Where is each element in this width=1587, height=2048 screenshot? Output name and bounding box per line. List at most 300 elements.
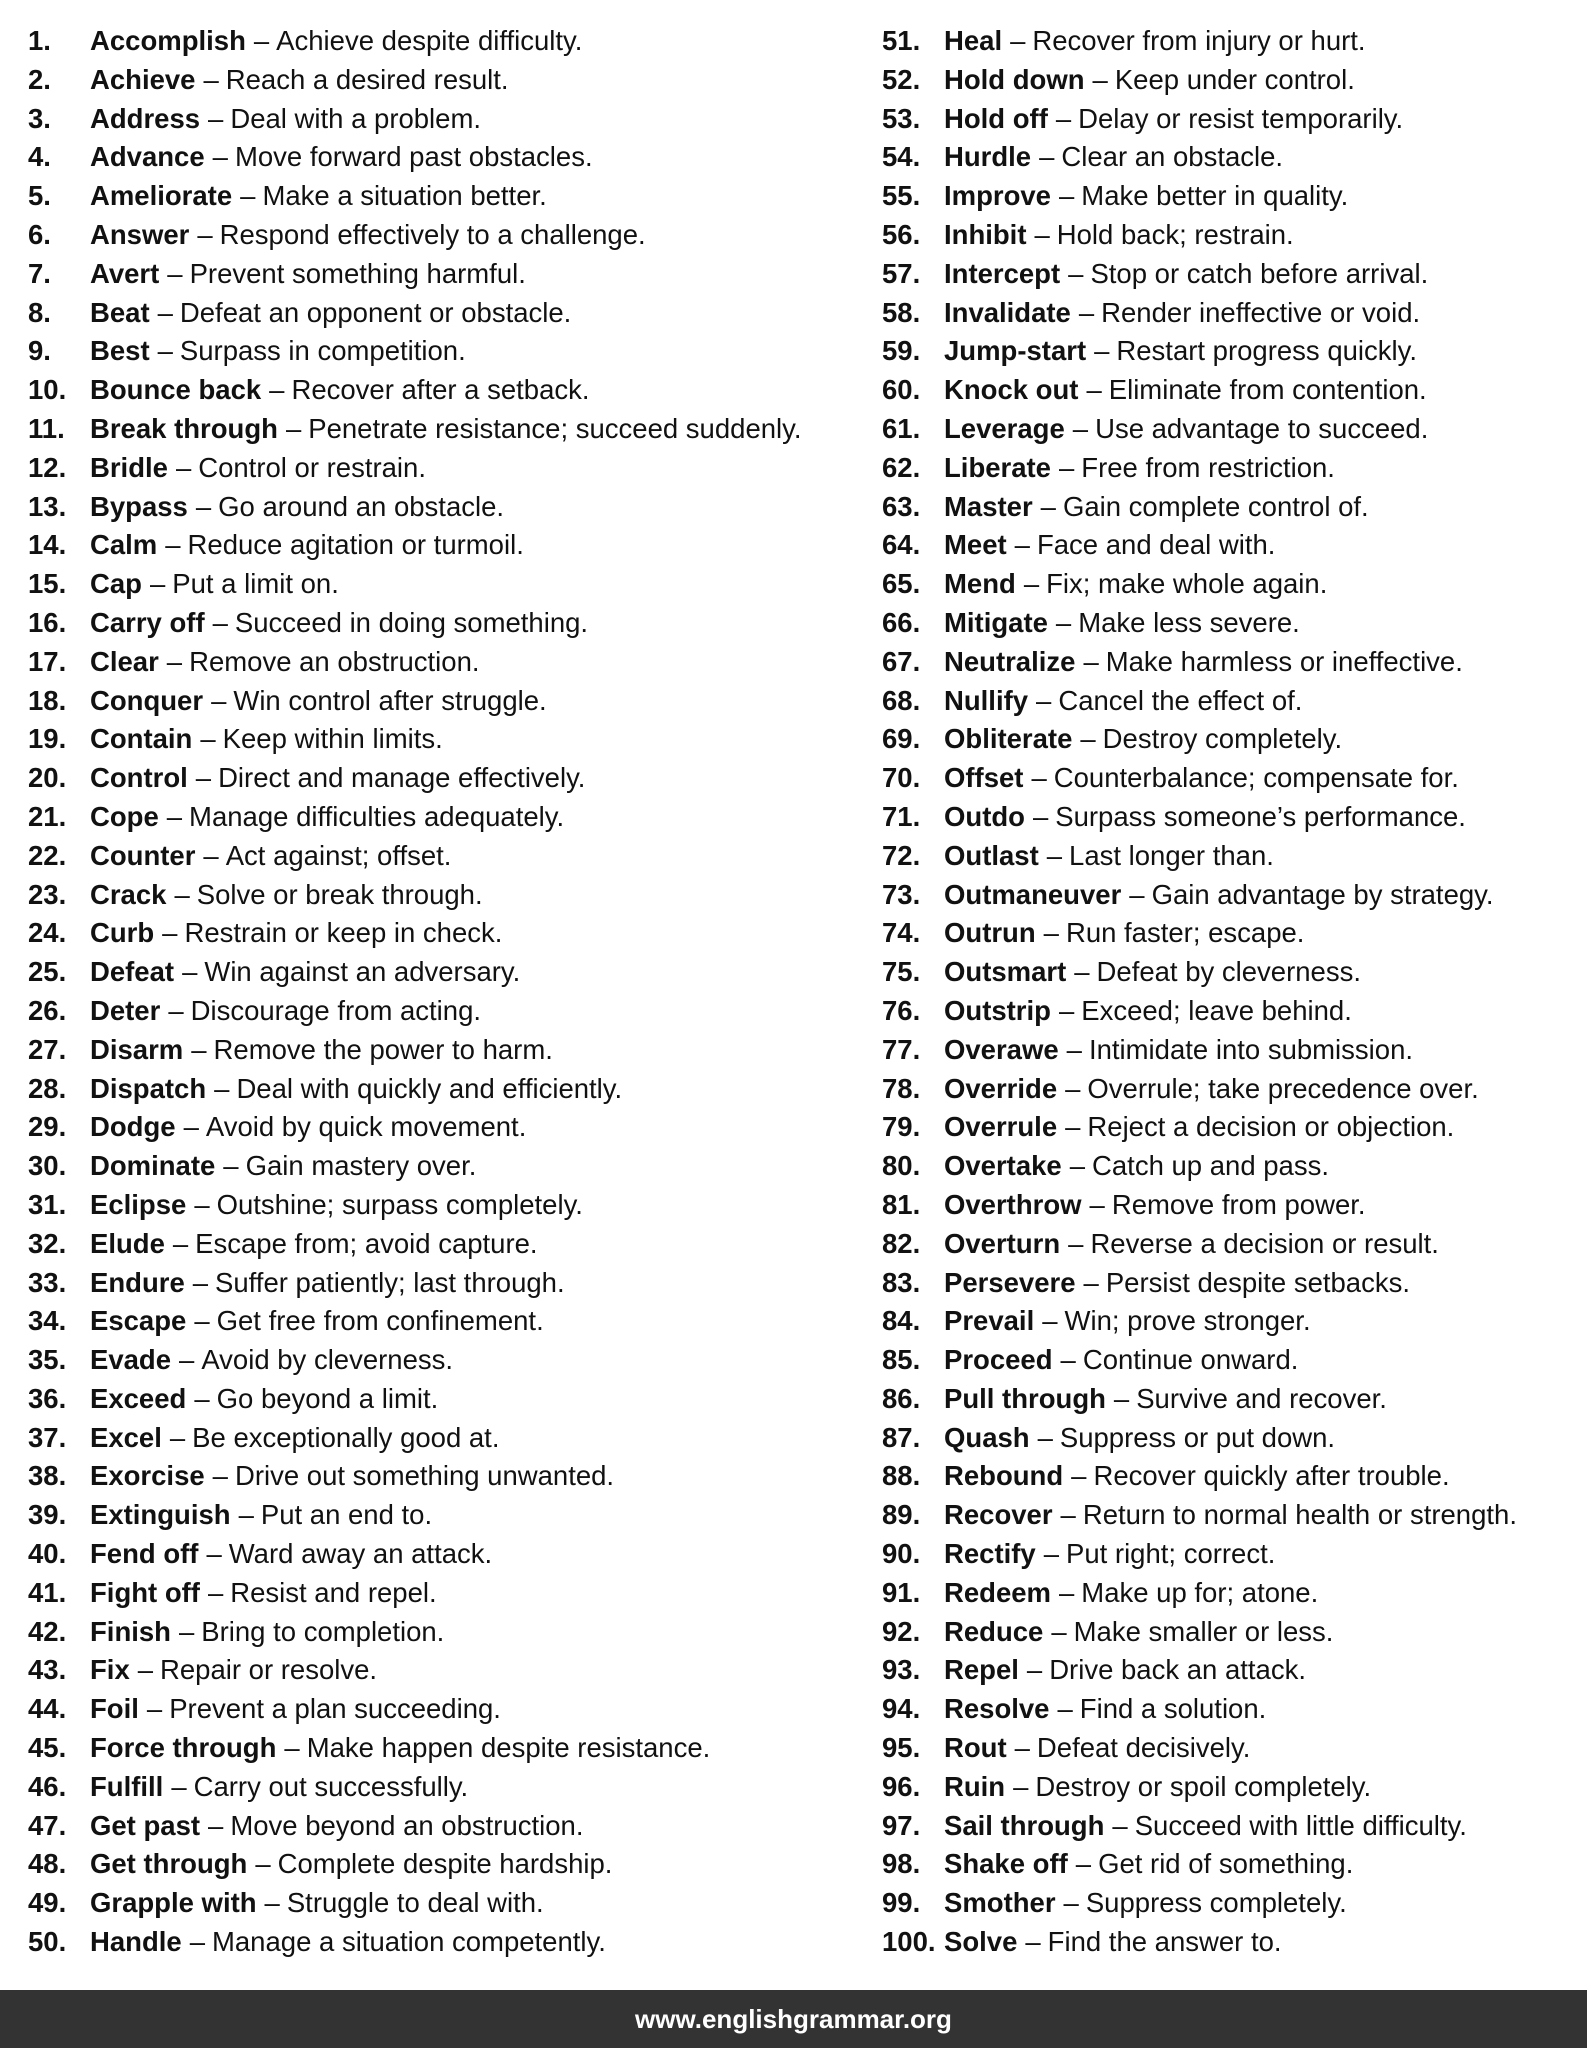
entry-number: 33. bbox=[28, 1266, 67, 1298]
entry-term: Conquer bbox=[90, 684, 204, 716]
list-item bbox=[28, 410, 858, 449]
entry-term: Crack bbox=[90, 878, 167, 910]
entry-term: Counter bbox=[90, 839, 196, 871]
entry-number: 29. bbox=[28, 1111, 67, 1143]
entry-term: Reduce bbox=[944, 1615, 1044, 1647]
entry-separator: – bbox=[203, 839, 219, 871]
entry-term: Neutralize bbox=[944, 645, 1076, 677]
entry-number: 90. bbox=[882, 1538, 921, 1570]
entry-separator: – bbox=[206, 1538, 222, 1570]
entry-term: Bounce back bbox=[90, 374, 262, 406]
list-item bbox=[882, 1807, 1572, 1846]
entry-definition: Deal with a problem. bbox=[230, 102, 482, 134]
entry-separator: – bbox=[171, 1770, 187, 1802]
list-item bbox=[882, 837, 1572, 876]
entry-separator: – bbox=[189, 1926, 205, 1958]
entry-number: 39. bbox=[28, 1499, 67, 1531]
list-item bbox=[28, 332, 858, 371]
entry-definition: Keep within limits. bbox=[222, 723, 443, 755]
entry-definition: Penetrate resistance; succeed suddenly. bbox=[308, 412, 802, 444]
entry-definition: Solve or break through. bbox=[196, 878, 483, 910]
entry-term: Overturn bbox=[944, 1227, 1061, 1259]
entry-term: Advance bbox=[90, 141, 205, 173]
list-item bbox=[882, 1225, 1572, 1264]
entry-definition: Overrule; take precedence over. bbox=[1087, 1072, 1479, 1104]
list-item bbox=[28, 526, 858, 565]
list-item bbox=[882, 1690, 1572, 1729]
entry-definition: Last longer than. bbox=[1069, 839, 1274, 871]
list-item bbox=[882, 371, 1572, 410]
entry-number: 19. bbox=[28, 723, 67, 755]
entry-separator: – bbox=[162, 917, 178, 949]
list-item bbox=[882, 1845, 1572, 1884]
entry-term: Address bbox=[90, 102, 201, 134]
entry-term: Fight off bbox=[90, 1576, 200, 1608]
entry-separator: – bbox=[146, 1693, 163, 1725]
list-item bbox=[882, 992, 1572, 1031]
entry-number: 24. bbox=[28, 917, 67, 949]
list-item bbox=[882, 759, 1572, 798]
entry-separator: – bbox=[1129, 878, 1145, 910]
list-item bbox=[882, 22, 1572, 61]
list-item bbox=[882, 410, 1572, 449]
entry-term: Fulfill bbox=[90, 1770, 164, 1802]
entry-definition: Keep under control. bbox=[1114, 63, 1355, 95]
list-item bbox=[882, 138, 1572, 177]
entry-definition: Bring to completion. bbox=[201, 1615, 445, 1647]
entry-definition: Prevent a plan succeeding. bbox=[169, 1693, 501, 1725]
list-item bbox=[882, 1535, 1572, 1574]
entry-number: 52. bbox=[882, 63, 921, 95]
entry-definition: Struggle to deal with. bbox=[286, 1887, 544, 1919]
entry-separator: – bbox=[195, 762, 212, 794]
entry-number: 8. bbox=[28, 296, 51, 328]
entry-separator: – bbox=[1078, 296, 1095, 328]
entry-definition: Avoid by quick movement. bbox=[205, 1111, 527, 1143]
entry-term: Meet bbox=[944, 529, 1007, 561]
entry-number: 84. bbox=[882, 1305, 921, 1337]
entry-number: 15. bbox=[28, 568, 67, 600]
entry-separator: – bbox=[1046, 839, 1063, 871]
entry-term: Defeat bbox=[90, 956, 175, 988]
entry-definition: Find a solution. bbox=[1079, 1693, 1267, 1725]
entry-definition: Counterbalance; compensate for. bbox=[1053, 762, 1459, 794]
entry-term: Redeem bbox=[944, 1576, 1051, 1608]
entry-number: 63. bbox=[882, 490, 921, 522]
entry-term: Get past bbox=[90, 1809, 201, 1841]
entry-definition: Stop or catch before arrival. bbox=[1090, 257, 1429, 289]
list-item bbox=[882, 1031, 1572, 1070]
list-item bbox=[28, 682, 858, 721]
entry-term: Improve bbox=[944, 180, 1051, 212]
entry-definition: Render ineffective or void. bbox=[1101, 296, 1421, 328]
entry-definition: Escape from; avoid capture. bbox=[195, 1227, 538, 1259]
list-item bbox=[28, 1613, 858, 1652]
entry-number: 10. bbox=[28, 374, 67, 406]
entry-number: 75. bbox=[882, 956, 921, 988]
list-item bbox=[28, 1651, 858, 1690]
entry-term: Dispatch bbox=[90, 1072, 207, 1104]
entry-separator: – bbox=[1058, 451, 1075, 483]
footer-bar bbox=[0, 1990, 1587, 2048]
entry-number: 82. bbox=[882, 1227, 921, 1259]
entry-term: Extinguish bbox=[90, 1499, 231, 1531]
list-item bbox=[28, 1341, 858, 1380]
entry-number: 95. bbox=[882, 1732, 921, 1764]
entry-definition: Put a limit on. bbox=[172, 568, 339, 600]
entry-number: 46. bbox=[28, 1770, 67, 1802]
entry-number: 1. bbox=[28, 25, 51, 56]
entry-number: 51. bbox=[882, 25, 921, 56]
entry-number: 92. bbox=[882, 1615, 921, 1647]
entry-definition: Defeat an opponent or obstacle. bbox=[179, 296, 572, 328]
entry-number: 6. bbox=[28, 218, 51, 250]
entry-term: Force through bbox=[90, 1732, 277, 1764]
list-item bbox=[882, 216, 1572, 255]
entry-definition: Move beyond an obstruction. bbox=[230, 1809, 584, 1841]
entry-number: 4. bbox=[28, 141, 51, 173]
entry-definition: Outshine; surpass completely. bbox=[216, 1188, 583, 1220]
entry-definition: Gain mastery over. bbox=[245, 1150, 477, 1182]
entry-number: 12. bbox=[28, 451, 67, 483]
entry-number: 42. bbox=[28, 1615, 67, 1647]
entry-separator: – bbox=[194, 1188, 210, 1220]
list-item bbox=[28, 759, 858, 798]
entry-term: Control bbox=[90, 762, 188, 794]
entry-number: 32. bbox=[28, 1227, 67, 1259]
entry-term: Contain bbox=[90, 723, 193, 755]
entry-number: 53. bbox=[882, 102, 921, 134]
list-item bbox=[28, 604, 858, 643]
entry-term: Finish bbox=[90, 1615, 171, 1647]
entry-number: 98. bbox=[882, 1848, 921, 1880]
entry-definition: Hold back; restrain. bbox=[1056, 218, 1294, 250]
list-item bbox=[28, 876, 858, 915]
entry-number: 83. bbox=[882, 1266, 921, 1298]
entry-number: 89. bbox=[882, 1499, 921, 1531]
list-item bbox=[28, 371, 858, 410]
entry-definition: Put an end to. bbox=[260, 1499, 433, 1531]
entry-term: Escape bbox=[90, 1305, 187, 1337]
entry-number: 5. bbox=[28, 180, 51, 212]
list-item bbox=[882, 255, 1572, 294]
entry-separator: – bbox=[203, 63, 219, 95]
entry-term: Bypass bbox=[90, 490, 188, 522]
list-item bbox=[28, 1845, 858, 1884]
entry-term: Overawe bbox=[944, 1033, 1059, 1065]
list-item bbox=[882, 1613, 1572, 1652]
entry-definition: Deal with quickly and efficiently. bbox=[236, 1072, 623, 1104]
list-item bbox=[882, 1419, 1572, 1458]
entry-separator: – bbox=[1080, 723, 1096, 755]
entry-term: Liberate bbox=[944, 451, 1051, 483]
list-item bbox=[882, 682, 1572, 721]
word-list-column-left bbox=[28, 22, 858, 1962]
entry-term: Heal bbox=[944, 25, 1003, 56]
entry-number: 77. bbox=[882, 1033, 921, 1065]
entry-definition: Eliminate from contention. bbox=[1108, 374, 1427, 406]
list-item bbox=[882, 720, 1572, 759]
list-item bbox=[28, 1729, 858, 1768]
list-item bbox=[28, 1690, 858, 1729]
list-item bbox=[28, 61, 858, 100]
entry-separator: – bbox=[1094, 335, 1110, 367]
entry-term: Recover bbox=[944, 1499, 1053, 1531]
list-item bbox=[882, 1457, 1572, 1496]
list-item bbox=[28, 1070, 858, 1109]
entry-definition: Gain complete control of. bbox=[1062, 490, 1369, 522]
list-item bbox=[28, 953, 858, 992]
entry-definition: Succeed with little difficulty. bbox=[1134, 1809, 1467, 1841]
entry-separator: – bbox=[1069, 1150, 1086, 1182]
entry-separator: – bbox=[1068, 1227, 1084, 1259]
entry-definition: Restart progress quickly. bbox=[1116, 335, 1417, 367]
entry-number: 41. bbox=[28, 1576, 67, 1608]
entry-separator: – bbox=[1055, 606, 1072, 638]
list-item bbox=[882, 876, 1572, 915]
entry-definition: Free from restriction. bbox=[1081, 451, 1335, 483]
list-item bbox=[882, 1108, 1572, 1147]
entry-definition: Make harmless or ineffective. bbox=[1105, 645, 1463, 677]
entry-separator: – bbox=[212, 606, 228, 638]
entry-separator: – bbox=[1023, 568, 1040, 600]
entry-separator: – bbox=[1026, 1654, 1043, 1686]
entry-term: Elude bbox=[90, 1227, 165, 1259]
entry-separator: – bbox=[191, 1033, 207, 1065]
entry-separator: – bbox=[1057, 1693, 1073, 1725]
entry-definition: Win control after struggle. bbox=[233, 684, 547, 716]
entry-separator: – bbox=[1086, 374, 1102, 406]
entry-term: Jump-start bbox=[944, 335, 1087, 367]
entry-separator: – bbox=[1063, 1887, 1079, 1919]
entry-definition: Continue onward. bbox=[1082, 1344, 1299, 1376]
entry-separator: – bbox=[166, 800, 183, 832]
entry-number: 30. bbox=[28, 1150, 67, 1182]
list-item bbox=[882, 294, 1572, 333]
entry-definition: Ward away an attack. bbox=[228, 1538, 493, 1570]
entry-separator: – bbox=[182, 956, 198, 988]
entry-definition: Remove an obstruction. bbox=[189, 645, 480, 677]
entry-separator: – bbox=[194, 1382, 210, 1414]
entry-definition: Make smaller or less. bbox=[1073, 1615, 1334, 1647]
entry-number: 96. bbox=[882, 1770, 921, 1802]
list-item bbox=[28, 1457, 858, 1496]
entry-separator: – bbox=[211, 684, 227, 716]
entry-definition: Reverse a decision or result. bbox=[1090, 1227, 1439, 1259]
entry-number: 87. bbox=[882, 1421, 921, 1453]
entry-definition: Make less severe. bbox=[1078, 606, 1300, 638]
entry-number: 31. bbox=[28, 1188, 67, 1220]
entry-separator: – bbox=[1083, 645, 1099, 677]
entry-definition: Cancel the effect of. bbox=[1058, 684, 1303, 716]
entry-definition: Resist and repel. bbox=[230, 1576, 437, 1608]
entry-number: 86. bbox=[882, 1382, 921, 1414]
entry-term: Leverage bbox=[944, 412, 1065, 444]
entry-number: 27. bbox=[28, 1033, 67, 1065]
entry-definition: Carry out successfully. bbox=[193, 1770, 469, 1802]
entry-separator: – bbox=[1039, 141, 1055, 173]
entry-definition: Persist despite setbacks. bbox=[1105, 1266, 1410, 1298]
entry-definition: Reduce agitation or turmoil. bbox=[187, 529, 524, 561]
entry-separator: – bbox=[1013, 1770, 1029, 1802]
entry-number: 37. bbox=[28, 1421, 67, 1453]
entry-term: Rout bbox=[944, 1732, 1007, 1764]
entry-separator: – bbox=[1055, 102, 1072, 134]
list-item bbox=[882, 1147, 1572, 1186]
entry-term: Best bbox=[90, 335, 150, 367]
list-item bbox=[28, 100, 858, 139]
entry-term: Break through bbox=[90, 412, 278, 444]
list-item bbox=[28, 1884, 858, 1923]
entry-definition: Win; prove stronger. bbox=[1064, 1305, 1311, 1337]
list-item bbox=[882, 332, 1572, 371]
list-item bbox=[882, 488, 1572, 527]
entry-separator: – bbox=[1014, 529, 1030, 561]
entry-definition: Get free from confinement. bbox=[216, 1305, 544, 1337]
entry-separator: – bbox=[169, 1421, 186, 1453]
footer-website-link[interactable]: www.englishgrammar.org bbox=[635, 2004, 952, 2034]
entry-definition: Act against; offset. bbox=[225, 839, 452, 871]
entry-separator: – bbox=[208, 1809, 224, 1841]
entry-number: 54. bbox=[882, 141, 921, 173]
entry-definition: Direct and manage effectively. bbox=[218, 762, 586, 794]
list-item bbox=[28, 720, 858, 759]
entry-number: 25. bbox=[28, 956, 67, 988]
entry-separator: – bbox=[1031, 762, 1047, 794]
entry-term: Intercept bbox=[944, 257, 1061, 289]
list-item bbox=[28, 1923, 858, 1962]
entry-term: Ameliorate bbox=[90, 180, 233, 212]
entry-number: 74. bbox=[882, 917, 921, 949]
list-item bbox=[882, 1496, 1572, 1535]
entry-separator: – bbox=[1065, 1111, 1081, 1143]
entry-definition: Intimidate into submission. bbox=[1088, 1033, 1414, 1065]
entry-term: Invalidate bbox=[944, 296, 1071, 328]
entry-term: Pull through bbox=[944, 1382, 1106, 1414]
entry-term: Cope bbox=[90, 800, 159, 832]
entry-separator: – bbox=[1010, 25, 1026, 56]
entry-separator: – bbox=[167, 257, 183, 289]
entry-definition: Suffer patiently; last through. bbox=[215, 1266, 565, 1298]
entry-number: 55. bbox=[882, 180, 921, 212]
list-item bbox=[28, 294, 858, 333]
entry-separator: – bbox=[178, 1615, 195, 1647]
entry-term: Prevail bbox=[944, 1305, 1035, 1337]
entry-definition: Suppress or put down. bbox=[1059, 1421, 1336, 1453]
entry-separator: – bbox=[174, 878, 190, 910]
entry-definition: Destroy or spoil completely. bbox=[1035, 1770, 1372, 1802]
entry-term: Clear bbox=[90, 645, 159, 677]
entry-number: 65. bbox=[882, 568, 921, 600]
entry-number: 34. bbox=[28, 1305, 67, 1337]
list-item bbox=[28, 798, 858, 837]
list-item bbox=[882, 953, 1572, 992]
entry-term: Outsmart bbox=[944, 956, 1067, 988]
entry-definition: Find the answer to. bbox=[1047, 1926, 1282, 1958]
entry-number: 59. bbox=[882, 335, 921, 367]
entry-separator: – bbox=[1060, 1499, 1076, 1531]
entry-separator: – bbox=[1034, 218, 1050, 250]
list-item bbox=[28, 177, 858, 216]
entry-definition: Move forward past obstacles. bbox=[234, 141, 593, 173]
entry-definition: Get rid of something. bbox=[1098, 1848, 1354, 1880]
entry-separator: – bbox=[1036, 684, 1052, 716]
entry-term: Quash bbox=[944, 1421, 1030, 1453]
list-item bbox=[882, 1884, 1572, 1923]
entry-number: 80. bbox=[882, 1150, 921, 1182]
entry-separator: – bbox=[137, 1654, 154, 1686]
entry-separator: – bbox=[269, 374, 285, 406]
list-item bbox=[28, 1768, 858, 1807]
entry-number: 94. bbox=[882, 1693, 921, 1725]
entry-term: Outmaneuver bbox=[944, 878, 1122, 910]
entry-separator: – bbox=[214, 1072, 230, 1104]
entry-separator: – bbox=[200, 723, 216, 755]
list-item bbox=[882, 914, 1572, 953]
entry-number: 48. bbox=[28, 1848, 67, 1880]
entry-number: 9. bbox=[28, 335, 51, 367]
entry-separator: – bbox=[1058, 994, 1075, 1026]
entry-term: Beat bbox=[90, 296, 150, 328]
entry-definition: Make a situation better. bbox=[262, 180, 547, 212]
entry-number: 64. bbox=[882, 529, 921, 561]
entry-definition: Control or restrain. bbox=[198, 451, 426, 483]
entry-separator: – bbox=[1083, 1266, 1099, 1298]
list-item bbox=[882, 61, 1572, 100]
entry-number: 3. bbox=[28, 102, 51, 134]
entry-term: Bridle bbox=[90, 451, 168, 483]
list-item bbox=[882, 604, 1572, 643]
entry-definition: Face and deal with. bbox=[1036, 529, 1276, 561]
entry-number: 99. bbox=[882, 1887, 921, 1919]
list-item bbox=[28, 914, 858, 953]
entry-definition: Suppress completely. bbox=[1085, 1887, 1347, 1919]
entry-term: Hold down bbox=[944, 63, 1085, 95]
list-item bbox=[882, 177, 1572, 216]
entry-number: 81. bbox=[882, 1188, 921, 1220]
entry-number: 68. bbox=[882, 684, 921, 716]
entry-separator: – bbox=[285, 412, 302, 444]
entry-number: 22. bbox=[28, 839, 67, 871]
entry-separator: – bbox=[1037, 1421, 1053, 1453]
entry-term: Outlast bbox=[944, 839, 1039, 871]
entry-separator: – bbox=[1071, 1460, 1087, 1492]
entry-term: Sail through bbox=[944, 1809, 1105, 1841]
entry-number: 78. bbox=[882, 1072, 921, 1104]
entry-definition: Repair or resolve. bbox=[160, 1654, 378, 1686]
entry-definition: Restrain or keep in check. bbox=[184, 917, 503, 949]
list-item bbox=[28, 216, 858, 255]
list-item bbox=[882, 1070, 1572, 1109]
entry-separator: – bbox=[1065, 1072, 1081, 1104]
entry-number: 40. bbox=[28, 1538, 67, 1570]
entry-number: 58. bbox=[882, 296, 921, 328]
entry-term: Rebound bbox=[944, 1460, 1064, 1492]
entry-definition: Go around an obstacle. bbox=[218, 490, 505, 522]
entry-separator: – bbox=[149, 568, 166, 600]
entry-term: Nullify bbox=[944, 684, 1029, 716]
entry-term: Solve bbox=[944, 1926, 1018, 1958]
entry-term: Offset bbox=[944, 762, 1024, 794]
entry-separator: – bbox=[165, 529, 181, 561]
entry-separator: – bbox=[238, 1499, 254, 1531]
entry-separator: – bbox=[1025, 1926, 1041, 1958]
list-item bbox=[882, 526, 1572, 565]
list-item bbox=[28, 1574, 858, 1613]
entry-definition: Make better in quality. bbox=[1081, 180, 1349, 212]
entry-term: Carry off bbox=[90, 606, 205, 638]
entry-definition: Be exceptionally good at. bbox=[192, 1421, 500, 1453]
